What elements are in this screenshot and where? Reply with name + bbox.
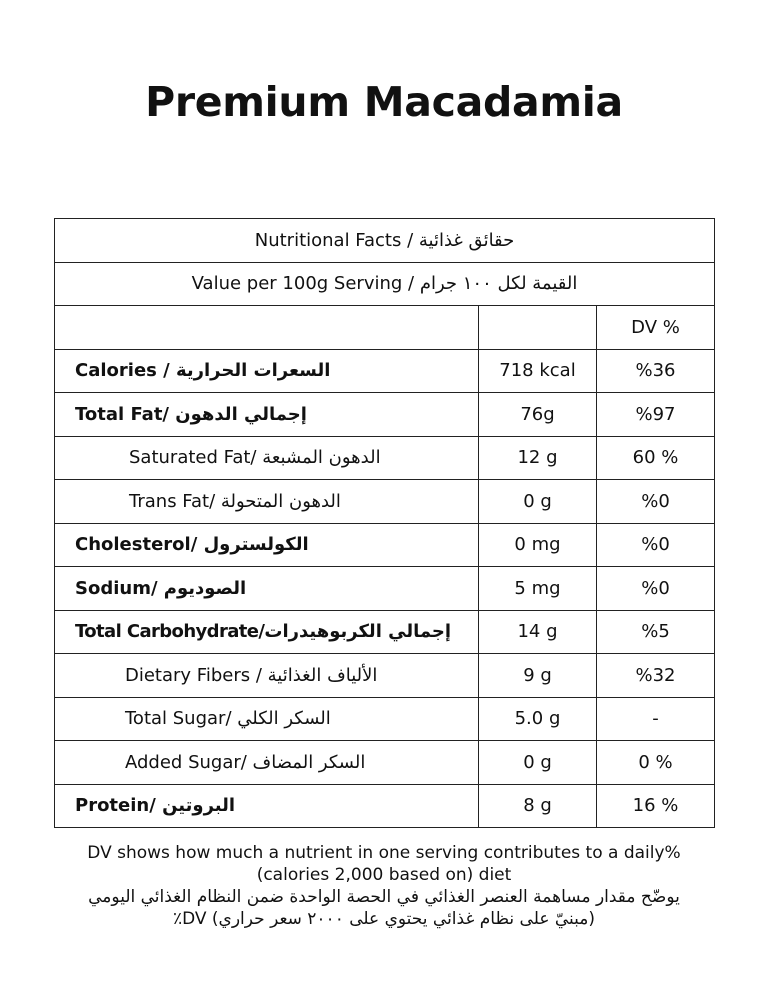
nutrient-ar: البروتين [162,795,236,817]
serving-header [55,262,715,306]
nutrient-ar: الدهون المشبعة [262,447,381,469]
nutritional-facts-header [55,219,715,263]
table-row [55,610,715,654]
table-row [55,349,715,393]
nutrient-dv: 16 % [597,784,715,828]
nutrient-dv: %5 [597,610,715,654]
table-row [55,480,715,524]
nutrient-en: Sodium/ [75,577,164,599]
nutrient-dv: %0 [597,567,715,611]
footnote-line-4: (مبنيّ على نظام غذائي يحتوي على ٢٠٠٠ سعر حراري) DV٪ [172,909,596,929]
empty-header-cell [479,306,597,350]
serving-en: Value per 100g Serving / [191,273,420,295]
nutrient-name [55,610,479,654]
table-row [55,393,715,437]
nutrient-value: 0 g [479,480,597,524]
nutrient-value: 718 kcal [479,349,597,393]
nutrient-dv: %32 [597,654,715,698]
nutrient-value: 9 g [479,654,597,698]
product-title: Premium Macadamia [145,78,623,126]
table-row [55,567,715,611]
nutrient-en: Cholesterol/ [75,534,204,556]
serving-row [55,262,715,306]
nutrient-name [55,741,479,785]
nutrient-value: 0 g [479,741,597,785]
nutrient-name [55,349,479,393]
nutrient-ar: السكر المضاف [252,751,366,773]
nutrient-name [55,784,479,828]
nutrient-ar: الألياف الغذائية [267,664,378,686]
nutrient-dv: %0 [597,480,715,524]
nutrient-en: Trans Fat/ [129,490,221,512]
nutrient-en: Total Sugar/ [125,708,238,730]
table-row [55,436,715,480]
nutrient-ar: الدهون المتحولة [220,490,341,512]
nutrient-value: 12 g [479,436,597,480]
nutrient-ar: السعرات الحرارية [175,360,331,382]
nutrient-value: 5.0 g [479,697,597,741]
nutrient-en: Protein/ [75,795,163,817]
header-ar: حقائق غذائية [418,229,515,251]
nutrient-en: Dietary Fibers / [125,664,268,686]
nutrient-value: 14 g [479,610,597,654]
nutrition-facts-table [54,218,715,828]
nutrient-en: Added Sugar/ [125,751,253,773]
table-row [55,523,715,567]
nutrient-value: 5 mg [479,567,597,611]
nutrient-name [55,523,479,567]
table-row [55,697,715,741]
nutrient-name [55,567,479,611]
nutrient-name [55,480,479,524]
header-en: Nutritional Facts / [254,229,419,251]
nutrient-name [55,436,479,480]
nutrient-dv: %0 [597,523,715,567]
nutrient-name [55,654,479,698]
nutrient-ar: إجمالي الدهون [175,403,307,425]
nutrient-dv: %97 [597,393,715,437]
nutrient-ar: إجمالي الكربوهيدرات [264,621,452,643]
nutrient-dv: - [597,697,715,741]
nutrient-dv: 60 % [597,436,715,480]
nutrient-ar: الكولسترول [203,534,309,556]
nutrient-ar: الصوديوم [163,577,247,599]
nutrient-en: Total Fat/ [75,403,176,425]
dv-column-header: DV % [597,306,715,350]
table-header-row [55,219,715,263]
nutrient-name [55,697,479,741]
dv-footnote [0,842,768,930]
nutrient-dv: %36 [597,349,715,393]
footnote-line-1: DV shows how much a nutrient in one serving contributes to a daily% [87,843,681,863]
nutrient-value: 8 g [479,784,597,828]
empty-header-cell [55,306,479,350]
table-row [55,654,715,698]
footnote-line-2: (calories 2,000 based on) diet [256,865,512,885]
nutrient-en: Calories / [75,360,176,382]
footnote-line-3: يوضّح مقدار مساهمة العنصر الغذائي في الحصة الواحدة ضمن النظام الغذائي اليومي [88,887,680,907]
table-row [55,784,715,828]
nutrient-value: 76g [479,393,597,437]
nutrient-dv: 0 % [597,741,715,785]
nutrient-en: Total Carbohydrate/ [75,621,265,643]
table-row [55,741,715,785]
nutrient-ar: السكر الكلي [237,708,331,730]
nutrient-value: 0 mg [479,523,597,567]
column-header-row [55,306,715,350]
nutrient-name [55,393,479,437]
serving-ar: القيمة لكل ١٠٠ جرام [419,273,578,295]
nutrient-en: Saturated Fat/ [129,447,263,469]
